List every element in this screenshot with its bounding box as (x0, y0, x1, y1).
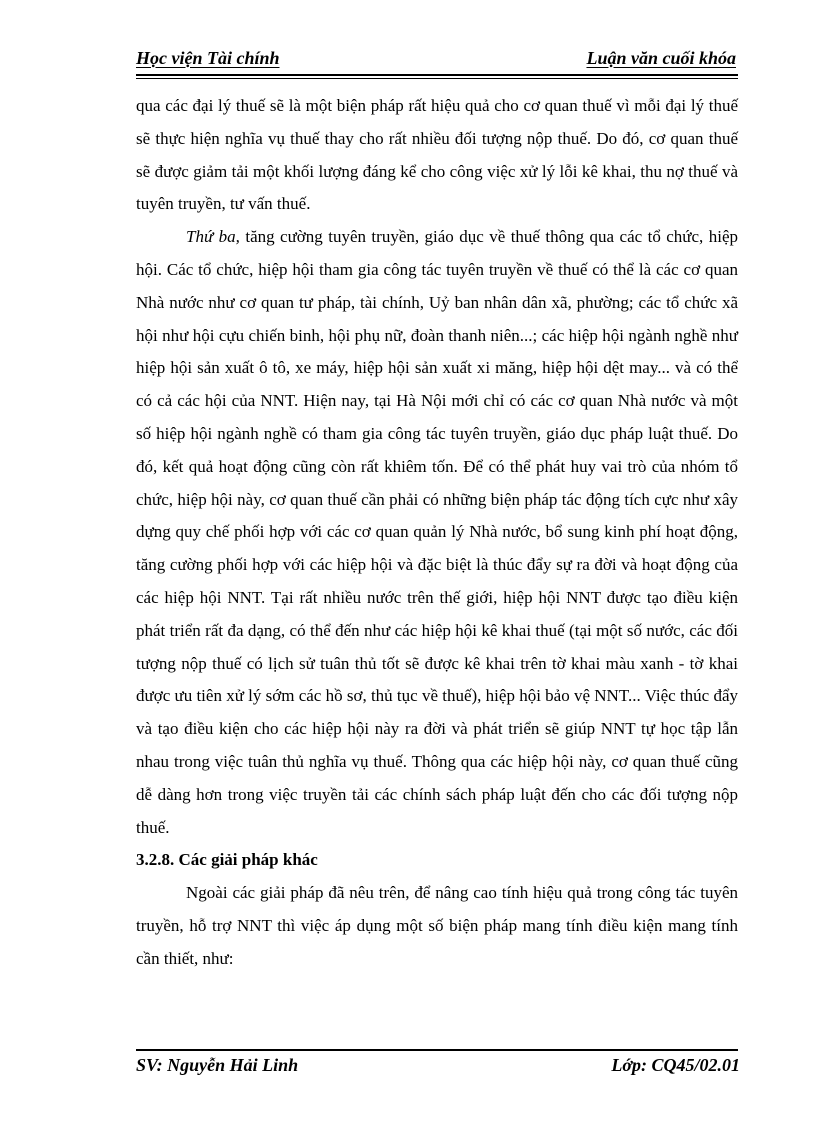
footer-student: SV: Nguyễn Hải Linh (136, 1055, 299, 1075)
paragraph-third-solution (136, 221, 738, 844)
footer-class: Lớp: CQ45/02.01 (611, 1055, 740, 1075)
header-document-type: Luận văn cuối khóa (586, 48, 736, 68)
page-header (136, 48, 736, 76)
page-body (136, 90, 738, 976)
header-institution: Học viện Tài chính (136, 48, 280, 68)
paragraph-other-solutions: Ngoài các giải pháp đã nêu trên, để nâng cao tính hiệu quả trong công tác tuyên truyền, hỗ trợ NNT thì việc áp dụng một số biện pháp mang tính điều kiện mang tính cần thiết, như: (136, 883, 738, 968)
page-footer (136, 1055, 740, 1083)
footer-rule (136, 1049, 738, 1051)
header-rule (136, 74, 738, 76)
header-rule-thin (136, 78, 738, 79)
paragraph-continuation: qua các đại lý thuế sẽ là một biện pháp rất hiệu quả cho cơ quan thuế vì mỗi đại lý thuế sẽ thực hiện nghĩa vụ thuế thay cho rất nhiều đối tượng nộp thuế. Do đó, cơ quan thuế sẽ được giảm tải một khối lượng đáng kể cho công việc xử lý lỗi kê khai, thu nợ thuế và tuyên truyền, tư vấn thuế. (136, 96, 738, 214)
section-heading: 3.2.8. Các giải pháp khác (136, 850, 318, 870)
paragraph-lead-italic: Thứ ba, (186, 227, 240, 247)
paragraph-third-solution-text: tăng cường tuyên truyền, giáo dục về thuế thông qua các tổ chức, hiệp hội. Các tổ chức, hiệp hội tham gia công tác tuyên truyền về thuế có thể là các cơ quan Nhà nước như cơ quan tư pháp, tài chính, Uỷ ban nhân dân xã, phường; các tổ chức xã hội như hội cựu chiến binh, hội phụ nữ, đoàn thanh niên...; các hiệp hội ngành nghề như hiệp hội sản xuất ô tô, xe máy, hiệp hội sản xuất xi măng, hiệp hội dệt may... và có thể có cả các hội của NNT. Hiện nay, tại Hà Nội mới chỉ có các cơ quan Nhà nước và một số hiệp hội ngành nghề có tham gia công tác tuyên truyền, giáo dục pháp luật thuế. Do đó, kết quả hoạt động cũng còn rất khiêm tốn. Để có thể phát huy vai trò của nhóm tổ chức, hiệp hội này, cơ quan thuế cần phải có những biện pháp tác động tích cực như xây dựng quy chế phối hợp với các cơ quan quản lý Nhà nước, bổ sung kinh phí hoạt động, tăng cường phối hợp với các hiệp hội và đặc biệt là thúc đẩy sự ra đời và hoạt động của các hiệp hội NNT. Tại rất nhiều nước trên thế giới, hiệp hội NNT được tạo điều kiện phát triển rất đa dạng, có thể đến như các hiệp hội kê khai thuế (tại một số nước, các đối tượng nộp thuế có lịch sử tuân thủ tốt sẽ được kê khai trên tờ khai màu xanh - tờ khai được ưu tiên xử lý sớm các hồ sơ, thủ tục về thuế), hiệp hội bảo vệ NNT... Việc thúc đẩy và tạo điều kiện cho các hiệp hội này ra đời và phát triển sẽ giúp NNT tự học tập lẫn nhau trong việc tuân thủ nghĩa vụ thuế. Thông qua các hiệp hội này, cơ quan thuế cũng dễ dàng hơn trong việc truyền tải các chính sách pháp luật đến cho các đối tượng nộp thuế. (136, 227, 739, 837)
